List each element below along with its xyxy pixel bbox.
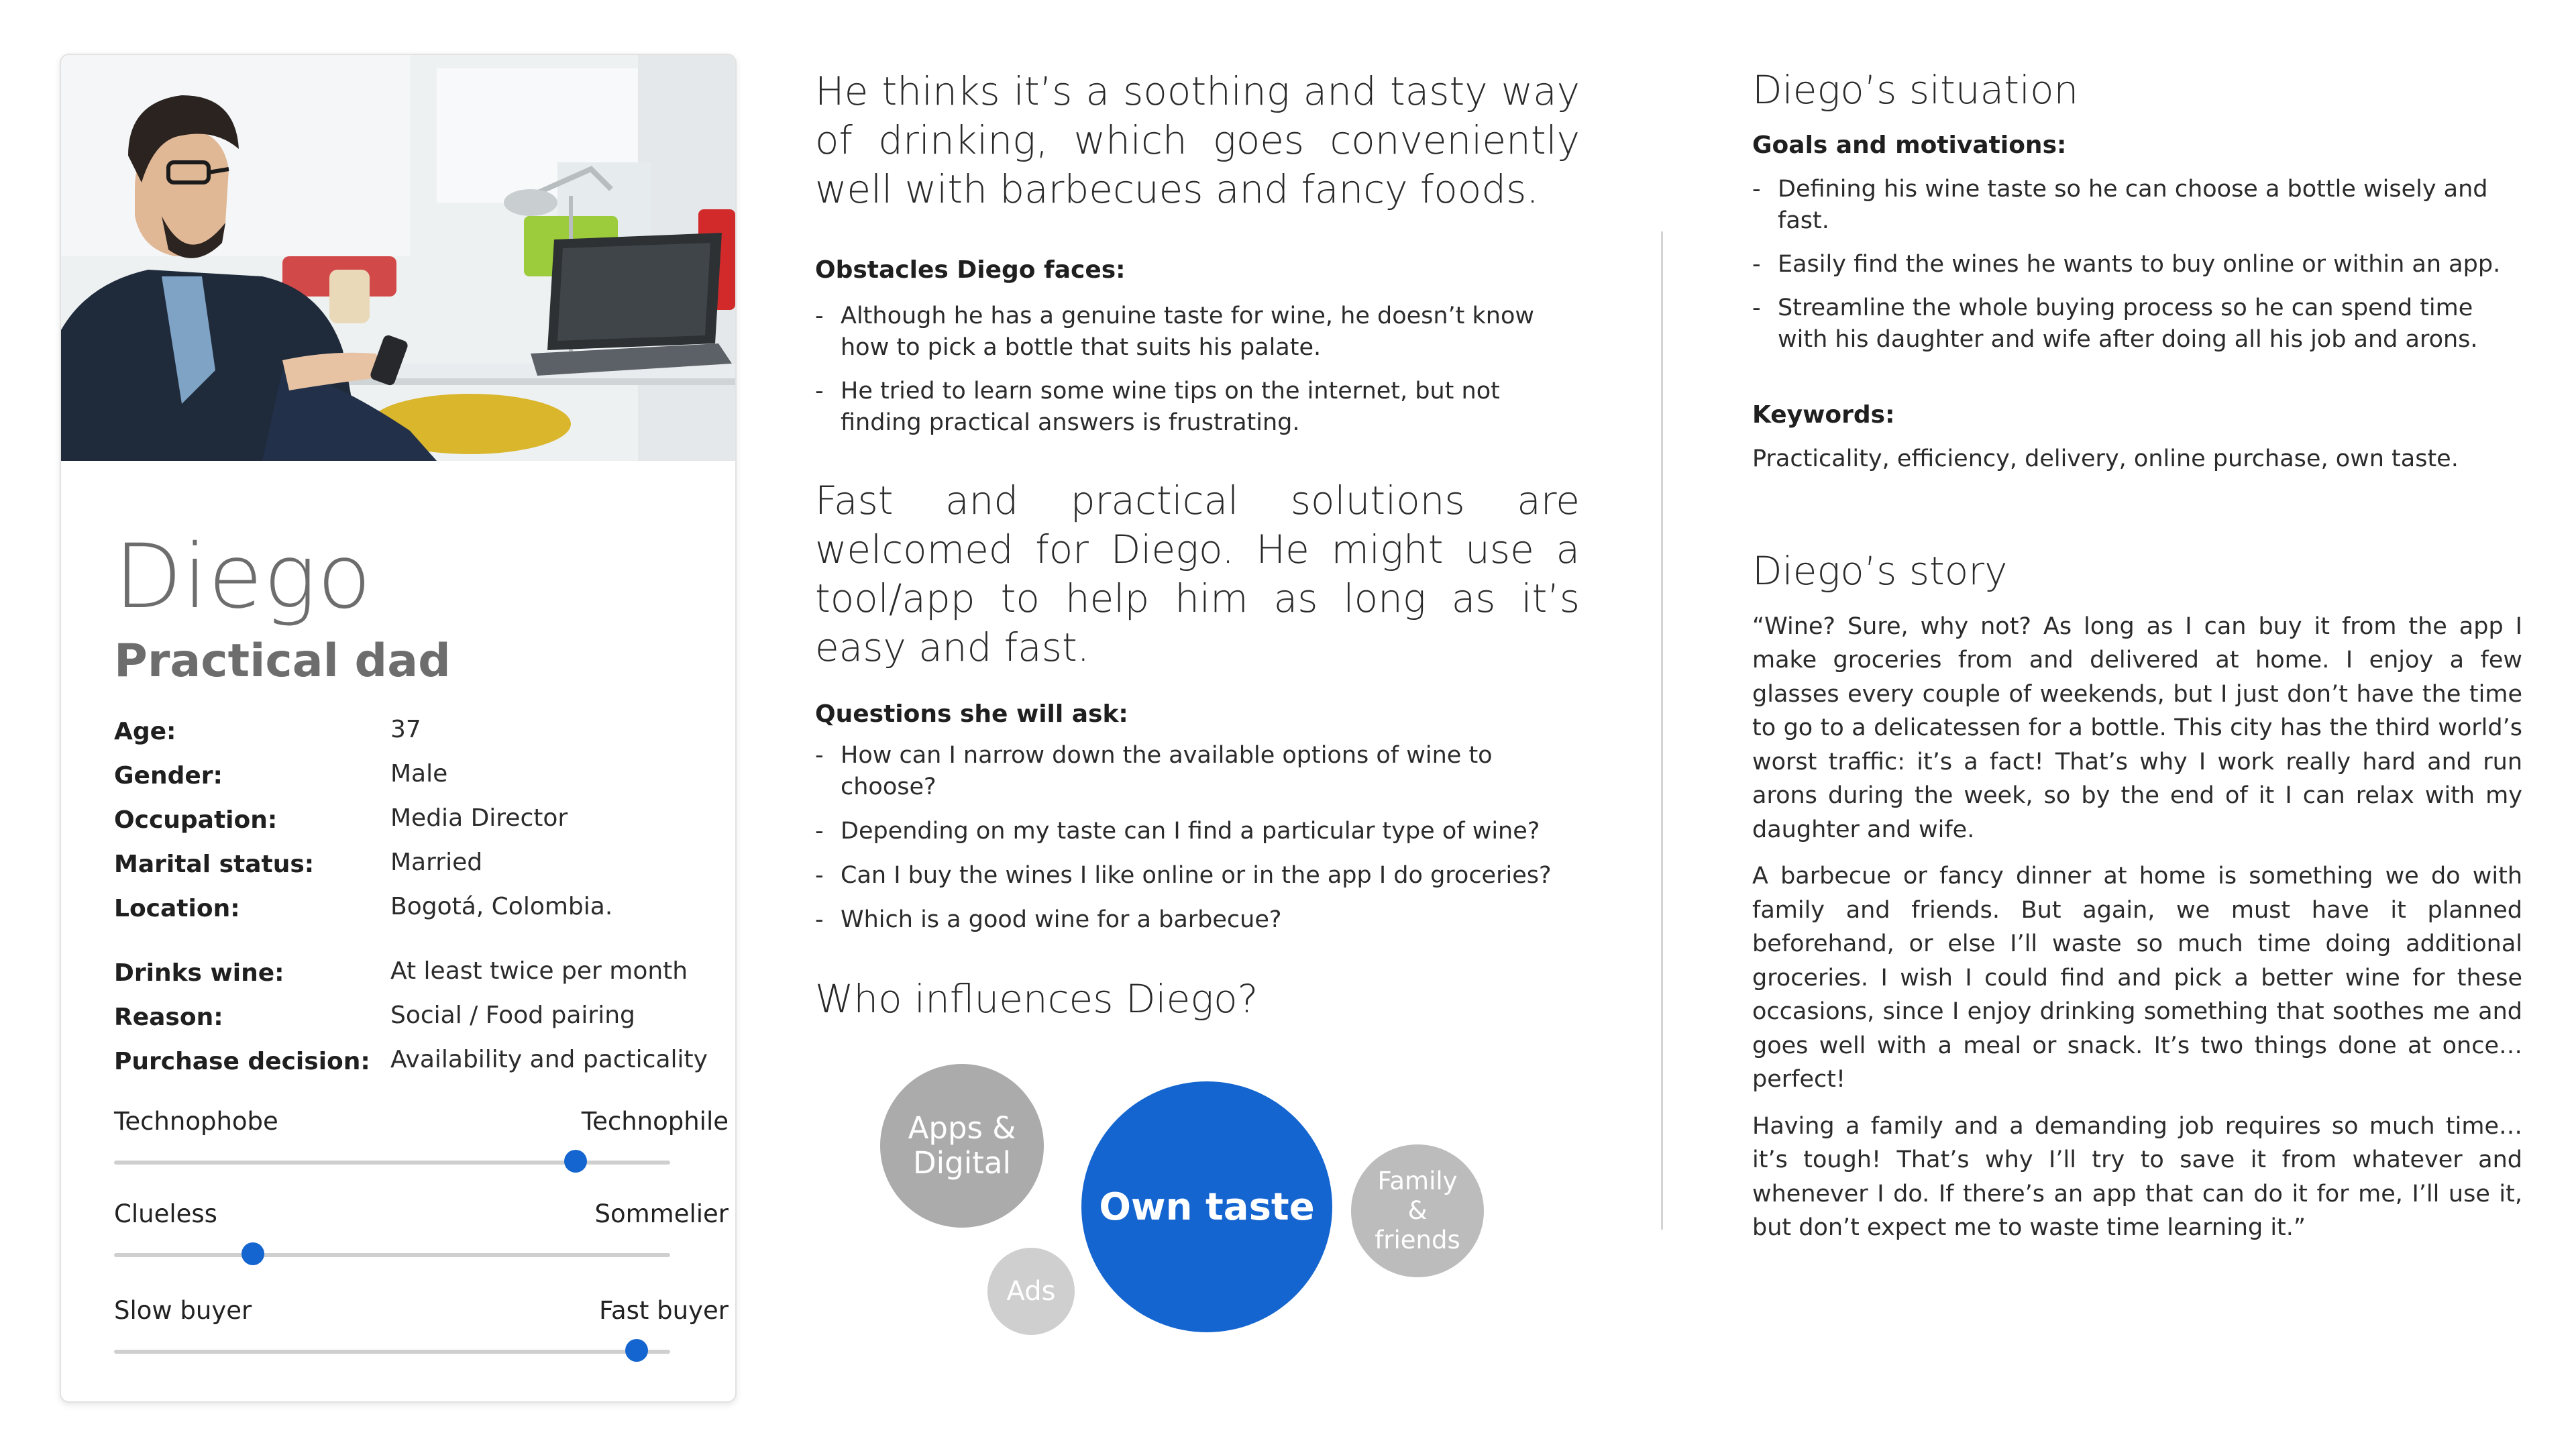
obstacles-heading: Obstacles Diego faces: [815,256,1126,284]
fact-row [114,1004,718,1048]
keywords-text: Practicality, efficiency, delivery, online purchase, own taste. [1752,445,2459,472]
questions-heading: Questions she will ask: [815,700,1128,728]
right-column [1752,67,2522,1258]
fact-row [114,806,718,851]
persona-intro: He thinks it’s a soothing and tasty way of drinking, which goes conveniently well with barbecues and fancy foods. [815,68,1580,212]
slider-min-label: Slow buyer [114,1296,252,1325]
list-item: - Can I buy the wines I like online or in the app I do groceries? [815,860,1580,892]
bubble-label: Ads [1006,1276,1056,1307]
bubble-label: Family & friends [1375,1167,1460,1254]
obstacles-list [815,301,1580,439]
fact-row [114,718,718,762]
fact-value: At least twice per month [390,957,688,985]
bubble-ads [987,1248,1075,1335]
story-heading: Diego’s story [1752,547,2008,594]
goals-heading: Goals and motivations: [1752,131,2067,159]
fact-label: Gender: [114,762,223,790]
slider-max-label: Sommelier [594,1199,729,1228]
fact-label: Drinks wine: [114,959,284,987]
middle-column [815,67,1580,949]
bubble-apps-digital [880,1064,1044,1228]
slider-min-label: Clueless [114,1199,217,1228]
persona-facts [114,718,718,1122]
fact-label: Marital status: [114,851,315,878]
fact-value: Married [390,849,483,876]
fact-value: Social / Food pairing [390,1002,635,1029]
persona-photo [61,55,735,461]
fact-label: Location: [114,895,240,922]
bubble-own-taste [1081,1081,1332,1332]
fact-row [114,895,718,939]
questions-list [815,740,1580,936]
fact-value: Male [390,760,448,788]
column-divider [1661,231,1663,1230]
fact-label: Purchase decision: [114,1048,370,1075]
list-item: - Defining his wine taste so he can choose a bottle wisely and fast. [1752,174,2522,237]
slider-handle[interactable] [241,1242,264,1265]
fact-row [114,851,718,895]
fact-label: Age: [114,718,176,745]
profile-card [60,54,737,1403]
fact-row [114,959,718,1004]
slider-buying-speed[interactable] [114,1296,729,1383]
fact-value: 37 [390,716,421,743]
slider-max-label: Fast buyer [599,1296,729,1325]
story-paragraph: “Wine? Sure, why not? As long as I can buy it from the app I make groceries from and delivered at home. I enjoy a few glasses every couple of weekends, but I just don’t have the time to go to a delicatessen for a bottle. This city has the third world’s worst traffic: it’s a fact! That’s why I work really hard and run arons during the week, so by the end of it I can relax with my daughter and wife. [1752,612,2522,843]
slider-track[interactable] [114,1350,670,1354]
fact-value: Bogotá, Colombia. [390,893,613,920]
bubble-label: Own taste [1099,1185,1315,1229]
story-paragraph: Having a family and a demanding job requires so much time… it’s tough! That’s why I’ll try to save it from whatever and whenever I do. If there’s an app that can do it for me, I’ll use it, but don’t expect me to waste time learning it.” [1752,1112,2522,1241]
fact-label: Occupation: [114,806,278,834]
slider-handle[interactable] [625,1339,648,1362]
story-paragraph: A barbecue or fancy dinner at home is something we do with family and friends. But again, we must have it planned beforehand, or else I’ll waste so much time doing additional groceries. I wish I could find and pick a better wine for these occasions, since I enjoy drinking something that soothes me and goes well with a meal or snack. It’s two things done at once… perfect! [1752,863,2522,1093]
fact-label: Reason: [114,1004,223,1031]
list-item: - He tried to learn some wine tips on the internet, but not finding practical answers is frustrating. [815,376,1580,439]
list-item: - How can I narrow down the available options of wine to choose? [815,740,1580,803]
influences-heading: Who influences Diego? [815,976,1258,1022]
goals-list [1752,174,2522,356]
list-item: - Although he has a genuine taste for wine, he doesn’t know how to pick a bottle that suits his palate. [815,301,1580,364]
list-item: - Streamline the whole buying process so he can spend time with his daughter and wife after doing all his job and arons. [1752,292,2522,356]
bubble-family-friends [1351,1144,1484,1277]
list-item: - Easily find the wines he wants to buy online or within an app. [1752,249,2522,280]
situation-heading: Diego’s situation [1752,67,2079,113]
slider-technology[interactable] [114,1107,729,1194]
persona-role: Practical dad [114,635,451,688]
list-item: - Depending on my taste can I find a particular type of wine? [815,816,1580,847]
slider-min-label: Technophobe [114,1107,278,1136]
slider-expertise[interactable] [114,1199,729,1287]
persona-name: Diego [114,525,372,629]
bubble-label: Apps & Digital [908,1110,1016,1181]
slider-handle[interactable] [564,1150,587,1173]
fact-value: Availability and pacticality [390,1046,708,1073]
slider-max-label: Technophile [581,1107,729,1136]
keywords-heading: Keywords: [1752,401,1895,429]
list-item: - Which is a good wine for a barbecue? [815,904,1580,936]
story-body [1752,610,2522,1245]
fact-row [114,762,718,806]
fact-value: Media Director [390,804,568,832]
slider-track[interactable] [114,1253,670,1257]
solutions-statement: Fast and practical solutions are welcomed for Diego. He might use a tool/app to help him as long as it’s easy and fast. [815,478,1580,670]
